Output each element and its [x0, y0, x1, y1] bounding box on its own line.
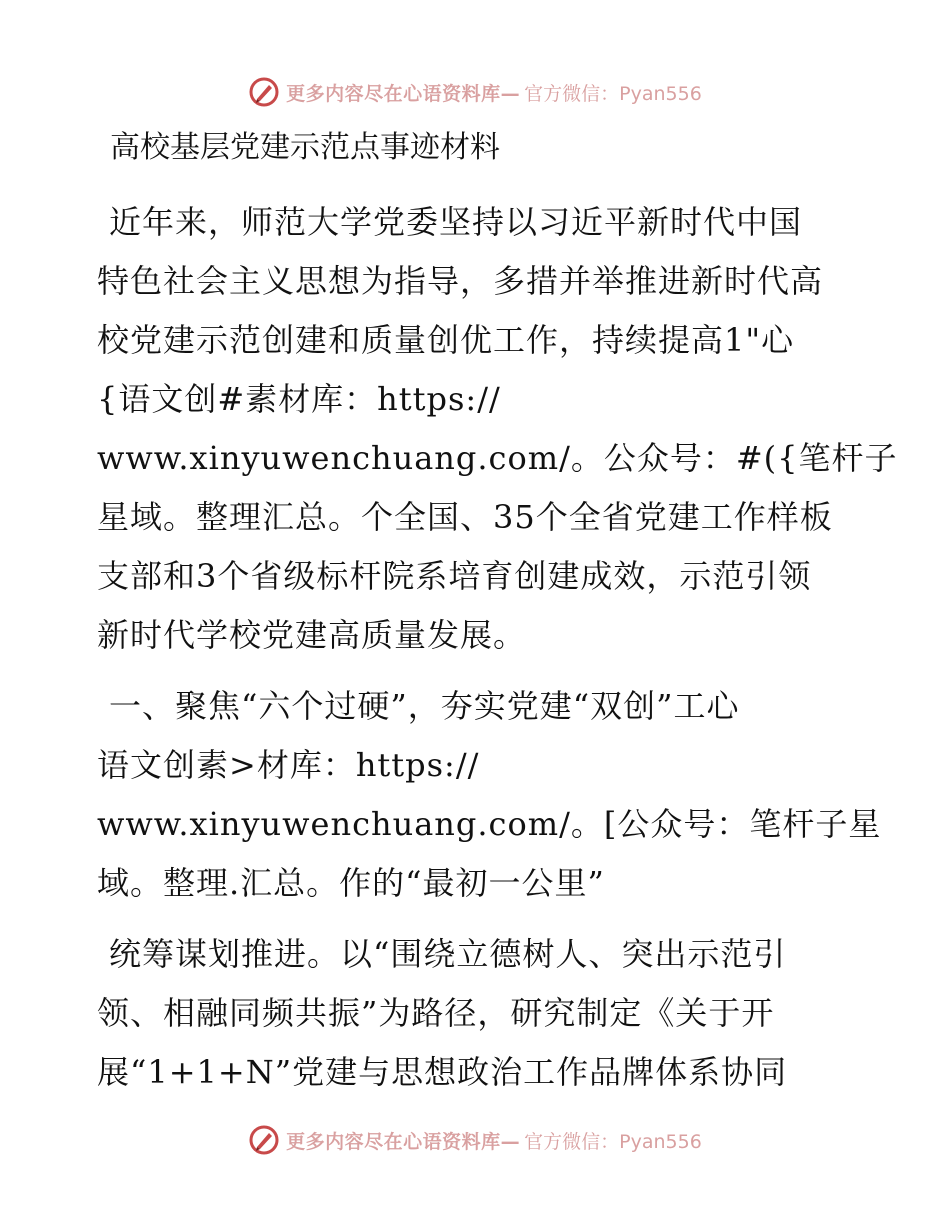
- paragraph-line: 领、相融同频共振”为路径，研究制定《关于开: [97, 994, 775, 1032]
- document-title: 高校基层党建示范点事迹材料: [110, 130, 500, 165]
- paragraph-line: 统筹谋划推进。以“围绕立德树人、突出示范引: [109, 935, 787, 973]
- watermark-wechat: 官方微信：Pyan556: [524, 1130, 702, 1153]
- pen-circle-logo-icon: [248, 1124, 280, 1156]
- paragraph-section-heading: [97, 677, 882, 913]
- watermark-text: 更多内容尽在心语资料库—: [286, 82, 521, 105]
- paragraph-line: 校党建示范创建和质量创优工作，持续提高1"心: [97, 321, 795, 359]
- paragraph-line: 域。整理.汇总。作的“最初一公里”: [97, 864, 605, 902]
- pen-circle-logo-icon: [248, 76, 280, 108]
- header-watermark: [0, 70, 950, 114]
- paragraph-line: www.xinyuwenchuang.com/。公众号：#({笔杆子: [97, 439, 898, 477]
- paragraph-line: 支部和3个省级标杆院系培育创建成效，示范引领: [97, 557, 812, 595]
- paragraph-planning: [97, 925, 857, 1102]
- paragraph-intro: [97, 193, 898, 665]
- paragraph-line: 星域。整理汇总。个全国、35个全省党建工作样板: [97, 498, 833, 536]
- footer-watermark: [0, 1118, 950, 1162]
- paragraph-line: 展“1+1+N”党建与思想政治工作品牌体系协同: [97, 1053, 788, 1091]
- watermark-wechat: 官方微信：Pyan556: [524, 82, 702, 105]
- paragraph-line: 近年来，师范大学党委坚持以习近平新时代中国: [109, 203, 803, 241]
- paragraph-line: www.xinyuwenchuang.com/。[公众号：笔杆子星: [97, 805, 882, 843]
- paragraph-line: {语文创#素材库：https://: [97, 380, 501, 418]
- paragraph-line: 特色社会主义思想为指导，多措并举推进新时代高: [97, 262, 824, 300]
- paragraph-line: 新时代学校党建高质量发展。: [97, 616, 527, 654]
- paragraph-line: 一、聚焦“六个过硬”，夯实党建“双创”工心: [109, 687, 740, 725]
- watermark-text: 更多内容尽在心语资料库—: [286, 1130, 521, 1153]
- paragraph-line: 语文创素>材库：https://: [97, 746, 480, 784]
